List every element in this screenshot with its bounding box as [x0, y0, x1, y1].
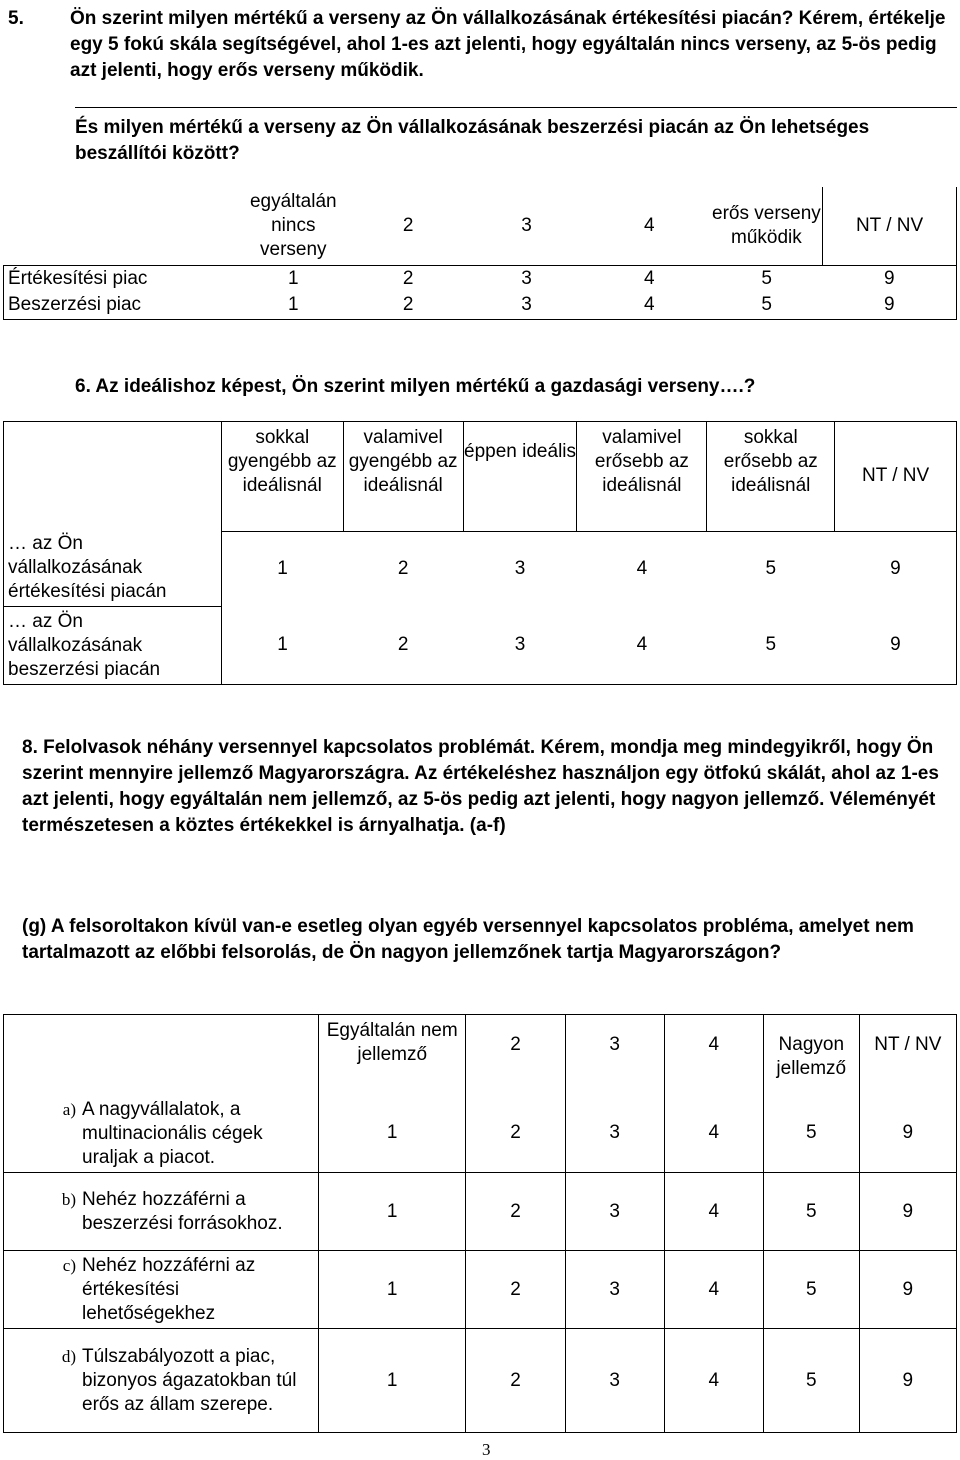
- question-6-heading: 6. Az ideálishoz képest, Ön szerint milyen mértékű a gazdasági verseny….?: [75, 376, 756, 397]
- scale-option[interactable]: 4: [664, 1095, 763, 1173]
- scale-option[interactable]: 1: [221, 532, 343, 607]
- scale-option[interactable]: 5: [763, 1173, 859, 1251]
- table-header-row: [4, 1015, 957, 1095]
- scale-option[interactable]: 3: [565, 1251, 664, 1329]
- table-row: [4, 1329, 957, 1433]
- table-row: [4, 1173, 957, 1251]
- table-header-row: [4, 187, 957, 265]
- scale-option[interactable]: 5: [763, 1095, 859, 1173]
- list-item: [4, 1173, 319, 1251]
- scale-option[interactable]: 9: [859, 1173, 956, 1251]
- column-header: 4: [644, 214, 655, 236]
- question-5-number: 5.: [8, 8, 24, 29]
- item-label: A nagyvállalatok, a multinacionális cégek uraljak a piacot.: [82, 1099, 263, 1168]
- scale-option[interactable]: 2: [466, 1251, 565, 1329]
- scale-option[interactable]: 4: [577, 607, 707, 685]
- scale-option[interactable]: 2: [466, 1095, 565, 1173]
- scale-option[interactable]: 4: [664, 1329, 763, 1433]
- divider: [75, 107, 957, 108]
- scale-option[interactable]: 5: [763, 1251, 859, 1329]
- item-letter: a): [62, 1100, 76, 1119]
- column-header: NT / NV: [823, 187, 957, 265]
- scale-option[interactable]: 9: [835, 532, 957, 607]
- scale-option[interactable]: 9: [859, 1329, 956, 1433]
- table-row: [4, 292, 957, 319]
- scale-option[interactable]: 1: [319, 1329, 466, 1433]
- column-header: NT / NV: [835, 422, 957, 532]
- column-header: Egyáltalán nem jellemző: [319, 1015, 466, 1095]
- scale-option[interactable]: 3: [465, 292, 588, 319]
- item-label: Nehéz hozzáférni az értékesítési lehetőségekhez: [82, 1254, 256, 1324]
- scale-option[interactable]: 4: [664, 1251, 763, 1329]
- scale-option[interactable]: 1: [319, 1095, 466, 1173]
- column-header: erős verseny működik: [712, 202, 821, 248]
- question-8-table: [3, 1014, 957, 1433]
- scale-option[interactable]: 4: [588, 265, 711, 292]
- question-8-text: 8. Felolvasok néhány versennyel kapcsolatos problémát. Kérem, mondja meg mindegyikről, hogy Ön szerint mennyire jellemző Magyarországra. Az értékeléshez használjon egy ötfokú skálát, ahol az 1-es azt jelenti, hogy egyáltalán nem jellemző, az 5-ös pedig azt jelenti, hogy nagyon jellemző. Véleményét természetesen a köztes értékekkel is árnyalhatja. (a-f): [22, 737, 939, 836]
- scale-option[interactable]: 9: [823, 265, 957, 292]
- scale-option[interactable]: 9: [835, 607, 957, 685]
- scale-option[interactable]: 3: [463, 532, 577, 607]
- table-row: [4, 1251, 957, 1329]
- list-item: [4, 1095, 319, 1173]
- scale-option[interactable]: 9: [859, 1251, 956, 1329]
- scale-option[interactable]: 1: [319, 1251, 466, 1329]
- scale-option[interactable]: 3: [565, 1329, 664, 1433]
- question-5: [8, 6, 948, 84]
- column-header: éppen ideális: [463, 422, 577, 532]
- question-6-table: [3, 421, 957, 685]
- column-header: egyáltalán nincs verseny: [249, 190, 337, 260]
- scale-option[interactable]: 5: [707, 607, 835, 685]
- scale-option[interactable]: 3: [565, 1095, 664, 1173]
- column-header: 3: [521, 214, 532, 236]
- item-letter: b): [61, 1189, 76, 1209]
- column-header: NT / NV: [859, 1015, 956, 1095]
- scale-option[interactable]: 1: [235, 292, 351, 319]
- row-label: Beszerzési piac: [4, 292, 236, 319]
- scale-option[interactable]: 2: [466, 1329, 565, 1433]
- scale-option[interactable]: 2: [343, 532, 463, 607]
- item-label: Túlszabályozott a piac, bizonyos ágazatokban túl erős az állam szerepe.: [82, 1345, 297, 1415]
- scale-option[interactable]: 3: [463, 607, 577, 685]
- scale-option[interactable]: 5: [711, 292, 823, 319]
- row-label: … az Ön vállalkozásának beszerzési piacán: [4, 607, 222, 685]
- scale-option[interactable]: 1: [221, 607, 343, 685]
- scale-option[interactable]: 2: [466, 1173, 565, 1251]
- question-5-table: [3, 187, 957, 320]
- scale-option[interactable]: 5: [711, 265, 823, 292]
- scale-option[interactable]: 4: [664, 1173, 763, 1251]
- scale-option[interactable]: 2: [343, 607, 463, 685]
- table-row: [4, 265, 957, 292]
- column-header: 4: [664, 1015, 763, 1095]
- column-header: 2: [402, 214, 414, 236]
- scale-option[interactable]: 2: [351, 265, 465, 292]
- list-item: [4, 1329, 319, 1433]
- scale-option[interactable]: 3: [565, 1173, 664, 1251]
- scale-option[interactable]: 1: [319, 1173, 466, 1251]
- scale-option[interactable]: 3: [465, 265, 588, 292]
- column-header: valamivel gyengébb az ideálisnál: [343, 422, 463, 532]
- scale-option[interactable]: 1: [235, 265, 351, 292]
- scale-option[interactable]: 5: [707, 532, 835, 607]
- table-row: [4, 1095, 957, 1173]
- column-header: 3: [565, 1015, 664, 1095]
- scale-option[interactable]: 9: [859, 1095, 956, 1173]
- scale-option[interactable]: 4: [588, 292, 711, 319]
- item-letter: d): [61, 1346, 76, 1366]
- page-number: 3: [482, 1440, 491, 1459]
- item-label: Nehéz hozzáférni a beszerzési forrásokhoz.: [82, 1188, 283, 1234]
- row-label: Értékesítési piac: [4, 265, 236, 292]
- column-header: 2: [466, 1015, 565, 1095]
- column-header: valamivel erősebb az ideálisnál: [577, 422, 707, 532]
- table-row: [4, 532, 957, 607]
- table-row: [4, 607, 957, 685]
- question-g-text: (g) A felsoroltakon kívül van-e esetleg olyan egyéb versennyel kapcsolatos probléma, amelyet nem tartalmazott az előbbi felsorolás, de Ön nagyon jellemzőnek tartja Magyarországon?: [22, 916, 914, 963]
- list-item: [4, 1251, 319, 1329]
- scale-option[interactable]: 4: [577, 532, 707, 607]
- question-5-text: Ön szerint milyen mértékű a verseny az Ön vállalkozásának értékesítési piacán? Kérem, értékelje egy 5 fokú skála segítségével, ahol 1-es azt jelenti, hogy egyáltalán nincs verseny, az 5-ös pedig azt jelenti, hogy erős verseny működik.: [70, 8, 946, 81]
- column-header: sokkal gyengébb az ideálisnál: [221, 422, 343, 532]
- row-label: … az Ön vállalkozásának értékesítési piacán: [4, 532, 222, 607]
- question-5-subtext: És milyen mértékű a verseny az Ön vállalkozásának beszerzési piacán az Ön lehetséges beszállítói között?: [75, 117, 870, 164]
- scale-option[interactable]: 5: [763, 1329, 859, 1433]
- item-letter: c): [62, 1255, 76, 1275]
- scale-option[interactable]: 9: [823, 292, 957, 319]
- scale-option[interactable]: 2: [351, 292, 465, 319]
- column-header: sokkal erősebb az ideálisnál: [707, 422, 835, 532]
- column-header: Nagyon jellemző: [763, 1015, 859, 1095]
- table-header-row: [4, 422, 957, 532]
